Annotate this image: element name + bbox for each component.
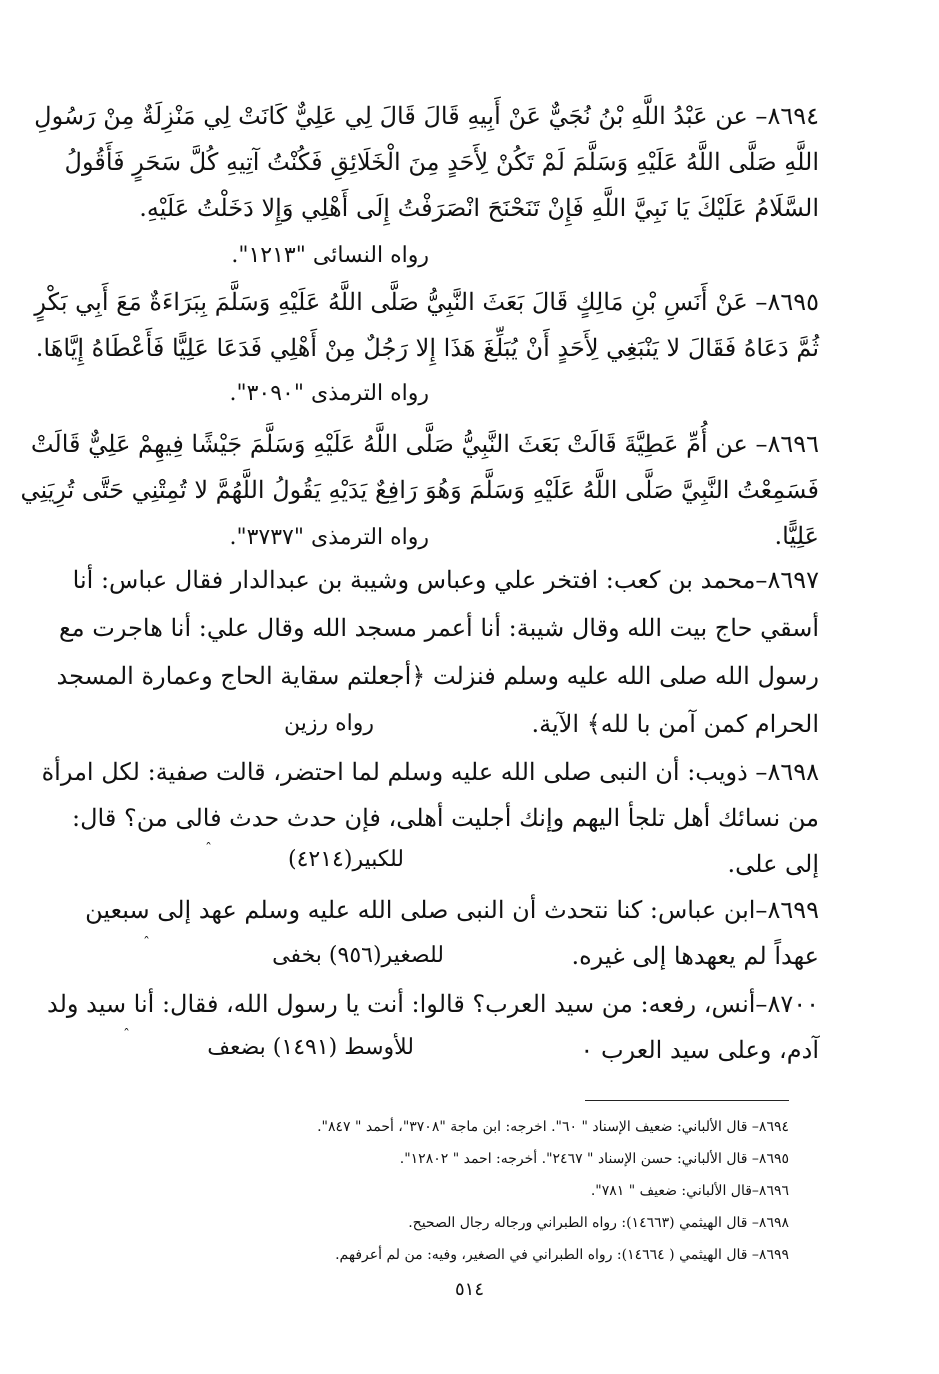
tick-mark: ˆ xyxy=(143,935,150,951)
hadith-8700-line-2: آدم، وعلى سيد العرب ٠ xyxy=(580,1036,819,1064)
footnote-8695: ٨٦٩٥– قال الألباني: حسن الإسناد " ٢٤٦٧". أخرجه: احمد " ١٢٨٠٢". xyxy=(399,1151,789,1167)
tick-mark: ˆ xyxy=(205,841,212,857)
page-number: ٥١٤ xyxy=(454,1279,484,1300)
tick-mark: ˆ xyxy=(123,1027,130,1043)
hadith-8700-line-1: ٨٧٠٠–أنس، رفعه: من سيد العرب؟ قالوا: أنت يا رسول الله، فقال: أنا سيد ولد xyxy=(46,990,819,1018)
hadith-8699-line-2: عهداً لم يعهدها إلى غيره. xyxy=(571,942,819,970)
hadith-8697-line-1: ٨٦٩٧–محمد بن كعب: افتخر علي وعباس وشيبة بن عبدالدار فقال عباس: أنا xyxy=(72,566,819,594)
hadith-8694-source: رواه النسائى "١٢١٣". xyxy=(231,243,429,268)
hadith-8697-line-2: أسقي حاج بيت الله وقال شيبة: أنا أعمر مسجد الله وقال علي: أنا هاجرت مع xyxy=(58,614,819,642)
hadith-8697-line-4: الحرام كمن آمن با لله﴾ الآية. xyxy=(531,710,819,738)
hadith-8698-line-3: إلى على. xyxy=(727,850,819,878)
hadith-8694-line-1: ٨٦٩٤– عن عَبْدُ اللَّهِ بْنُ نُجَيٌّ عَنْ أَبِيهِ قَالَ قَالَ لِي عَلِيٌّ كَانَتْ لِي مَنْزِلَةٌ مِنْ رَسُولِ xyxy=(34,102,819,130)
hadith-8696-line-2: فَسَمِعْتُ النَّبِيَّ صَلَّى اللَّهُ عَلَيْهِ وَسَلَّمَ وَهُوَ رَافِعٌ يَدَيْهِ يَقُولُ اللَّهُمَّ لا تُمِتْنِي حَتَّى تُرِيَنِي xyxy=(20,476,819,504)
hadith-8699-line-1: ٨٦٩٩–ابن عباس: كنا نتحدث أن النبى صلى الله عليه وسلم عهد إلى سبعين xyxy=(85,896,819,924)
footnote-8696: ٨٦٩٦–قال الألباني: ضعيف " ٧٨١". xyxy=(590,1183,789,1199)
hadith-8699-source: للصغير(٩٥٦) بخفى xyxy=(272,943,444,968)
hadith-8696-line-3: عَلِيًّا. xyxy=(774,522,819,550)
hadith-8695-line-2: ثُمَّ دَعَاهُ فَقَالَ لا يَنْبَغِي لِأَحَدٍ أَنْ يُبَلِّغَ هَذَا إِلا رَجُلٌ مِنْ أَهْلِي فَدَعَا عَلِيًّا فَأَعْطَاهُ إِيَّاهَا. xyxy=(35,334,819,362)
footnote-8698: ٨٦٩٨– قال الهيثمي (١٤٦٦٣): رواه الطبراني ورجاله رجال الصحيح. xyxy=(408,1215,789,1231)
hadith-8698-source: للكبير(٤٢١٤) xyxy=(288,847,404,872)
hadith-8696-line-1: ٨٦٩٦– عن أُمِّ عَطِيَّةَ قَالَتْ بَعَثَ النَّبِيُّ صَلَّى اللَّهُ عَلَيْهِ وَسَلَّمَ جَيْشًا فِيهِمْ عَلِيٌّ قَالَتْ xyxy=(30,430,819,458)
hadith-8698-line-1: ٨٦٩٨– ذويب: أن النبى صلى الله عليه وسلم لما احتضر، قالت صفية: لكل امرأة xyxy=(41,758,819,786)
hadith-8695-source: رواه الترمذى "٣٠٩٠". xyxy=(229,381,429,406)
footnote-separator xyxy=(585,1100,789,1101)
hadith-8696-source: رواه الترمذى "٣٧٣٧". xyxy=(229,525,429,550)
hadith-8694-line-3: السَّلَامُ عَلَيْكَ يَا نَبِيَّ اللَّهِ فَإِنْ تَنَحْنَحَ انْصَرَفْتُ إِلَى أَهْلِي وَإِلا دَخَلْتُ عَلَيْهِ. xyxy=(139,194,819,222)
hadith-8700-source: للأوسط (١٤٩١) بضعف xyxy=(207,1035,414,1060)
hadith-8695-line-1: ٨٦٩٥– عَنْ أَنَسِ بْنِ مَالِكٍ قَالَ بَعَثَ النَّبِيُّ صَلَّى اللَّهُ عَلَيْهِ وَسَلَّمَ بِبَرَاءَةٌ مَعَ أَبِي بَكْرٍ xyxy=(34,288,819,316)
hadith-8697-source: رواه رزين xyxy=(284,711,374,736)
hadith-8698-line-2: من نسائك أهل تلجأ اليهم وإنك أجليت أهلى، فإن حدث حدث فالى من؟ قال: xyxy=(72,804,819,832)
hadith-8694-line-2: اللَّهِ صَلَّى اللَّهُ عَلَيْهِ وَسَلَّمَ لَمْ تَكُنْ لِأَحَدٍ مِنَ الْخَلَائِقِ فَكُنْتُ آتِيهِ كُلَّ سَحَرٍ فَأَقُولُ xyxy=(64,148,819,176)
hadith-8697-line-3: رسول الله صلى الله عليه وسلم فنزلت ﴿أجعلتم سقاية الحاج وعمارة المسجد xyxy=(56,662,819,690)
footnote-8699: ٨٦٩٩– قال الهيثمي ( ١٤٦٦٤): رواه الطبراني في الصغير، وفيه: من لم أعرفهم. xyxy=(335,1247,789,1263)
footnote-8694: ٨٦٩٤– قال الألباني: ضعيف الإسناد " ٦٠". اخرجه: ابن ماجة "٣٧٠٨"، أحمد " ٨٤٧". xyxy=(317,1119,789,1135)
